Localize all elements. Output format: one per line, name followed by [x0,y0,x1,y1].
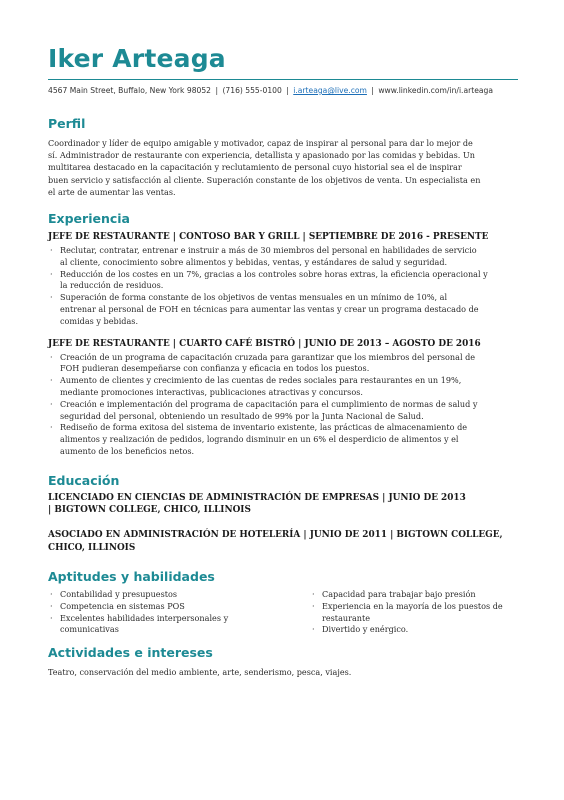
bullet-icon: · [50,588,53,599]
section-heading-experience: Experiencia [48,211,130,227]
bullet-icon: · [50,398,53,409]
candidate-name: Iker Arteaga [48,44,226,73]
skills-list-left [48,589,310,636]
header-rule [48,79,518,80]
bullet-item: · Creación e implementación del programa de capacitación para el cumplimiento de normas de salud y seguridad del personal, obteniendo un resultado de 99% por la Junta Nacional de Salud. [50,398,478,421]
linkedin-url: www.linkedin.com/in/i.arteaga [378,86,494,95]
job-entry [48,338,518,458]
bullet-item: · Reclutar, contratar, entrenar e instruir a más de 30 miembros del personal en habilidades de servicio al cliente, conocimiento sobre alimentos y bebidas, ventas, y estándares de salud y seguridad. [50,245,477,267]
skill-item: · Competencia en sistemas POS [50,600,185,611]
bullet-icon: · [50,600,53,611]
experience-section [48,211,518,458]
job-title: JEFE DE RESTAURANTE | CUARTO CAFÉ BISTRÓ | JUNIO DE 2013 – AGOSTO DE 2016 [48,338,481,349]
skills-section [48,569,518,636]
bullet-item: · Creación de un programa de capacitación cruzada para garantizar que los miembros del personal de FOH pudieran desempeñarse con confianza y eficacia en todos los puestos. [50,351,476,374]
address: 4567 Main Street, Buffalo, New York 98052 [48,86,212,95]
profile-line: multitarea destacado en la capacitación y reclutamiento de personal cuyo historial sea el de inspirar [48,162,462,173]
degree-line: CHICO, ILLINOIS [48,542,136,553]
profile-line: sí. Administrador de restaurante con experiencia, detallista y apasionado por las comidas y bebidas. Un [48,150,475,161]
skill-item: · Excelentes habilidades interpersonales y comunicativas [50,612,229,635]
section-heading-skills: Aptitudes y habilidades [48,568,215,584]
skill-item: · Contabilidad y presupuestos [50,588,178,599]
degree-line: | BIGTOWN COLLEGE, CHICO, ILLINOIS [48,505,251,516]
separator: | [371,86,374,95]
degree-entry [48,492,518,517]
bullet-icon: · [50,268,53,279]
separator: | [215,86,219,95]
bullet-icon: · [50,245,53,256]
bullet-icon: · [312,600,315,611]
degree-line: LICENCIADO EN CIENCIAS DE ADMINISTRACIÓN DE EMPRESAS | JUNIO DE 2013 [48,492,466,503]
email-link[interactable]: i.arteaga@live.com [293,86,367,95]
separator: | [286,86,289,95]
degree-entry [48,529,518,554]
contact-line [48,86,518,95]
bullet-icon: · [50,375,53,386]
skills-columns [48,589,518,636]
bullet-icon: · [50,292,53,303]
bullet-icon: · [50,351,53,362]
profile-text [48,137,518,198]
skill-item: · Experiencia en la mayoría de los puestos de restaurante [312,600,503,623]
profile-line: buen servicio y satisfacción al cliente. Superación constante de los objetivos de venta. Un especialista en [48,174,481,185]
bullet-icon: · [312,624,315,635]
bullet-icon: · [312,588,315,599]
job-entry [48,231,518,328]
profile-line: Coordinador y líder de equipo amigable y motivador, capaz de inspirar al personal para dar lo mejor de [48,138,473,148]
section-heading-profile: Perfil [48,116,86,131]
job-bullets [48,352,518,458]
education-section [48,473,518,554]
activities-section [48,645,518,678]
job-title: JEFE DE RESTAURANTE | CONTOSO BAR Y GRILL | SEPTIEMBRE DE 2016 - PRESENTE [48,232,489,243]
bullet-item: · Reducción de los costes en un 7%, gracias a los controles sobre horas extras, la eficiencia operacional y la reducción de residuos. [50,268,488,291]
phone: (716) 555-0100 [222,86,282,95]
bullet-icon: · [50,612,53,623]
profile-line: el arte de aumentar las ventas. [48,186,176,197]
skills-list-right [310,589,518,636]
skill-item: · Capacidad para trabajar bajo presión [312,588,476,599]
job-bullets [48,245,518,328]
skill-item: · Divertido y enérgico. [312,624,409,635]
degree-line: ASOCIADO EN ADMINISTRACIÓN DE HOTELERÍA | JUNIO DE 2011 | BIGTOWN COLLEGE, [48,530,503,541]
bullet-icon: · [50,422,53,433]
profile-section [48,116,518,198]
bullet-item: · Aumento de clientes y crecimiento de las cuentas de redes sociales para restaurantes en un 19%, mediante promociones interactivas, publicaciones atractivas y concursos. [50,375,462,397]
bullet-item: · Rediseño de forma exitosa del sistema de inventario existente, las prácticas de almacenamiento de alimentos y realización de pedidos, logrando disminuir en un 6% el desperdicio de alimentos y el aumento de los beneficios netos. [50,422,468,456]
bullet-item: · Superación de forma constante de los objetivos de ventas mensuales en un mínimo de 10%, al entrenar al personal de FOH en técnicas para aumentar las ventas y crear un programa destacado de comidas y bebidas. [50,292,479,326]
activities-text: Teatro, conservación del medio ambiente, arte, senderismo, pesca, viajes. [48,667,352,678]
section-heading-education: Educación [48,472,120,488]
section-heading-activities: Actividades e intereses [48,645,213,661]
